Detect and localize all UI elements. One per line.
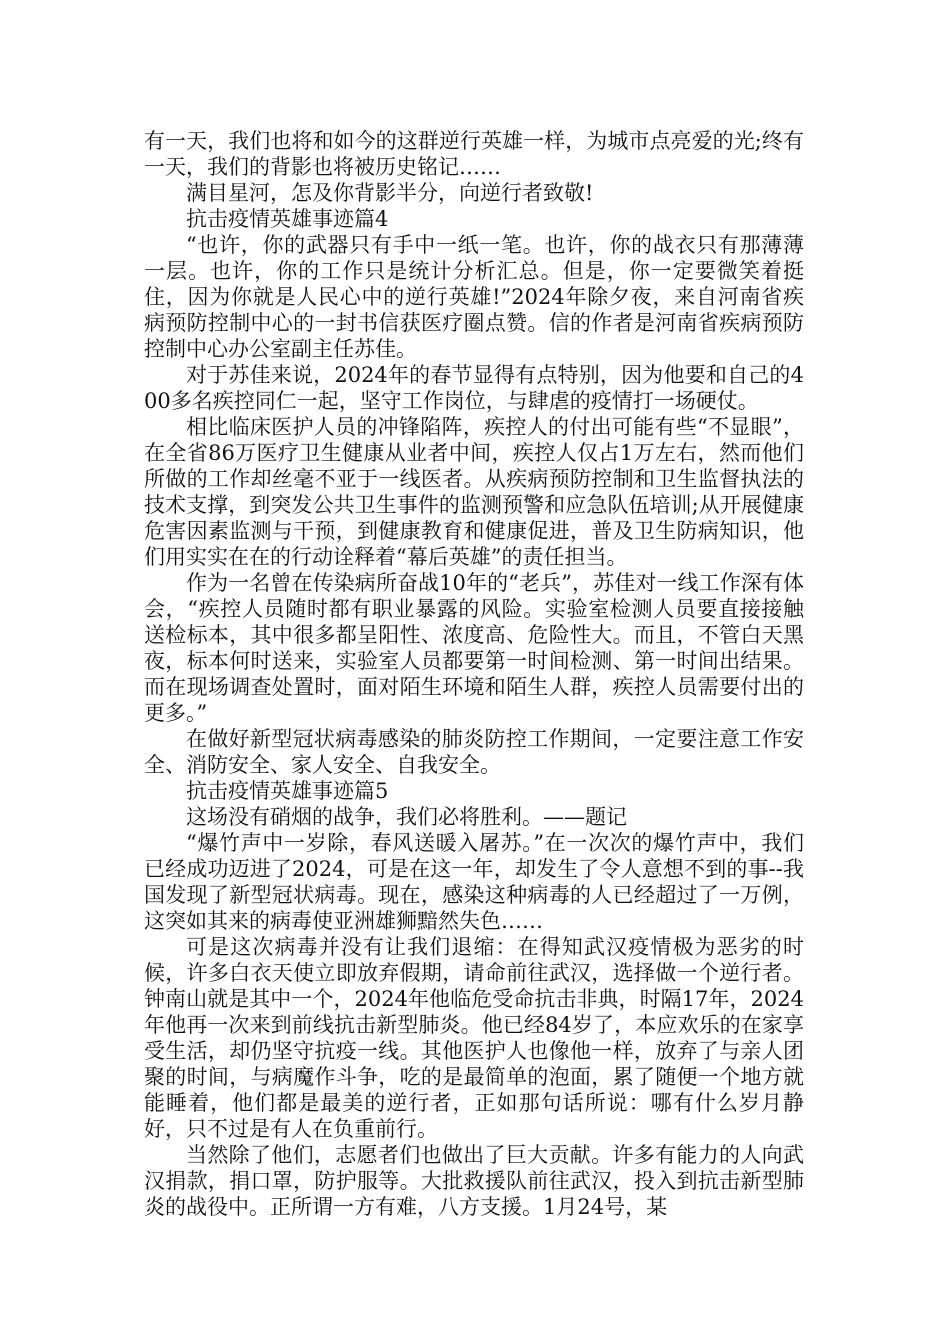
paragraph: “爆竹声中一岁除，春风送暖入屠苏。”在一次次的爆竹声中，我们已经成功迈进了2024，可是在这一年，却发生了令人意想不到的事--我国发现了新型冠状病毒。现在，感染这种病毒的人已经超过了一万例，这突如其来的病毒使亚洲雄狮黯然失色…… bbox=[144, 831, 804, 933]
section-heading: 抗击疫情英雄事迹篇5 bbox=[186, 779, 389, 803]
document-page bbox=[144, 128, 804, 1220]
paragraph: 满目星河，怎及你背影半分，向逆行者致敬! bbox=[186, 181, 594, 205]
paragraph: 有一天，我们也将和如今的这群逆行英雄一样，为城市点亮爱的光;终有一天，我们的背影也将被历史铭记…… bbox=[144, 129, 804, 179]
paragraph: 可是这次病毒并没有让我们退缩：在得知武汉疫情极为恶劣的时候，许多白衣天使立即放弃假期，请命前往武汉，选择做一个逆行者。钟南山就是其中一个，2024年他临危受命抗击非典，时隔17年，2024年他再一次来到前线抗击新型肺炎。他已经84岁了，本应欢乐的在家享受生活，却仍坚守抗疫一线。其他医护人也像他一样，放弃了与亲人团聚的时间，与病魔作斗争，吃的是最简单的泡面，累了随便一个地方就能睡着，他们都是最美的逆行者，正如那句话所说：哪有什么岁月静好，只不过是有人在负重前行。 bbox=[144, 935, 804, 1141]
paragraph: 相比临床医护人员的冲锋陷阵，疾控人的付出可能有些“不显眼”，在全省86万医疗卫生健康从业者中间，疾控人仅占1万左右，然而他们所做的工作却丝毫不亚于一线医者。从疾病预防控制和卫生监督执法的技术支撑，到突发公共卫生事件的监测预警和应急队伍培训;从开展健康危害因素监测与干预，到健康教育和健康促进，普及卫生防病知识，他们用实实在在的行动诠释着“幕后英雄”的责任担当。 bbox=[144, 415, 804, 569]
section-heading: 抗击疫情英雄事迹篇4 bbox=[186, 207, 389, 231]
paragraph: 对于苏佳来说，2024年的春节显得有点特别，因为他要和自己的400多名疾控同仁一起，坚守工作岗位，与肆虐的疫情打一场硬仗。 bbox=[144, 363, 804, 413]
paragraph: “也许，你的武器只有手中一纸一笔。也许，你的战衣只有那薄薄一层。也许，你的工作只是统计分析汇总。但是，你一定要微笑着挺住，因为你就是人民心中的逆行英雄!”2024年除夕夜，来自河南省疾病预防控制中心的一封书信获医疗圈点赞。信的作者是河南省疾病预防控制中心办公室副主任苏佳。 bbox=[144, 233, 804, 361]
epigraph: 这场没有硝烟的战争，我们必将胜利。——题记 bbox=[186, 805, 627, 829]
paragraph: 当然除了他们，志愿者们也做出了巨大贡献。许多有能力的人向武汉捐款，捐口罩，防护服等。大批救援队前往武汉，投入到抗击新型肺炎的战役中。正所谓一方有难，八方支援。1月24号，某 bbox=[144, 1143, 804, 1219]
paragraph: 在做好新型冠状病毒感染的肺炎防控工作期间，一定要注意工作安全、消防安全、家人安全、自我安全。 bbox=[144, 727, 804, 777]
paragraph: 作为一名曾在传染病所奋战10年的“老兵”，苏佳对一线工作深有体会，“疾控人员随时都有职业暴露的风险。实验室检测人员要直接接触送检标本，其中很多都呈阳性、浓度高、危险性大。而且，不管白天黑夜，标本何时送来，实验室人员都要第一时间检测、第一时间出结果。而在现场调查处置时，面对陌生环境和陌生人群，疾控人员需要付出的更多。” bbox=[144, 571, 804, 725]
